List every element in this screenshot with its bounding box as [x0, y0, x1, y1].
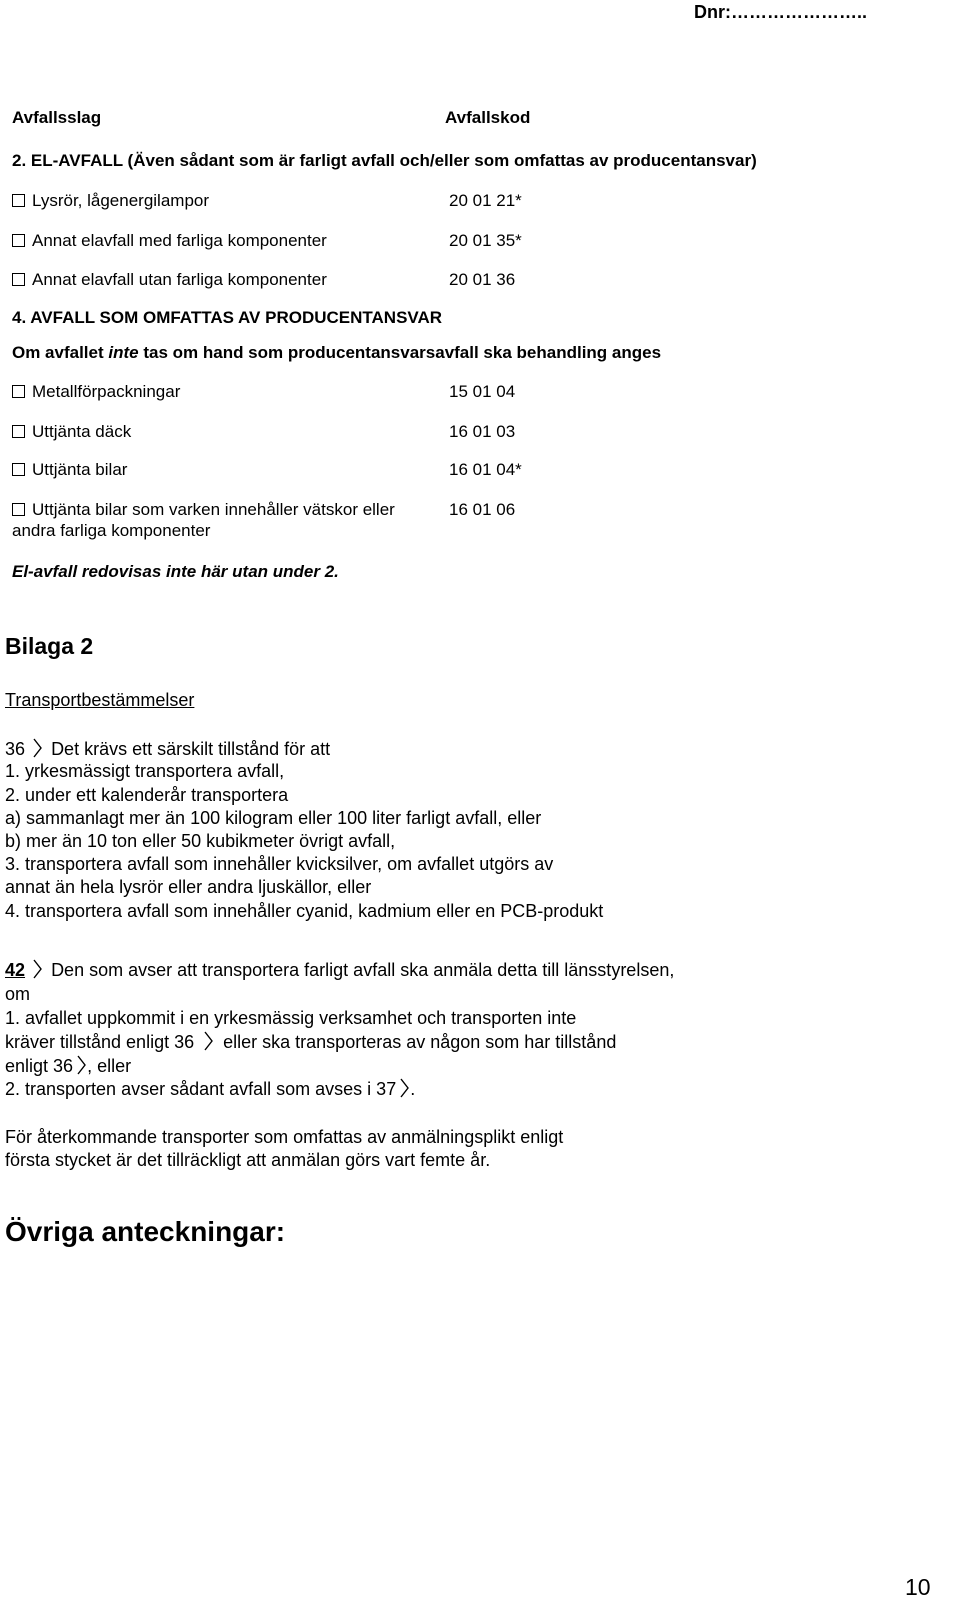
item-label: Uttjänta däck	[32, 422, 132, 441]
section-sign-icon	[400, 1078, 409, 1098]
item-label-line2: andra farliga komponenter	[12, 521, 211, 540]
p42-line: om	[5, 984, 31, 1004]
section-sign-icon	[204, 1031, 213, 1051]
p42-line	[5, 1031, 616, 1053]
list-item[interactable]	[12, 231, 327, 251]
section2-title: 2. EL-AVFALL (Även sådant som är farligt avfall och/eller som omfattas av producentansvar)	[12, 151, 757, 170]
item-label: Metallförpackningar	[32, 382, 181, 401]
paragraph-number: 42	[5, 960, 26, 980]
bilaga-title: Bilaga 2	[5, 633, 94, 659]
section-sign-icon	[77, 1055, 86, 1075]
p42-line-part: .	[410, 1079, 416, 1099]
dnr-label: Dnr:…………………..	[694, 2, 867, 22]
paragraph-number: 36	[5, 739, 26, 759]
item-code: 16 01 03	[449, 422, 516, 441]
p36-line: 3. transportera avfall som innehåller kvicksilver, om avfallet utgörs av	[5, 854, 554, 874]
item-label: Lysrör, lågenergilampor	[32, 191, 210, 210]
item-label: Uttjänta bilar som varken innehåller vätskor eller	[32, 500, 395, 519]
header-avfallskod: Avfallskod	[445, 108, 531, 127]
recurring-line: första stycket är det tillräckligt att anmälan görs vart femte år.	[5, 1150, 491, 1170]
section4-title: 4. AVFALL SOM OMFATTAS AV PRODUCENTANSVAR	[12, 308, 443, 327]
recurring-line: För återkommande transporter som omfattas av anmälningsplikt enligt	[5, 1127, 564, 1147]
list-item[interactable]	[12, 500, 395, 520]
p36-line: 4. transportera avfall som innehåller cyanid, kadmium eller en PCB-produkt	[5, 901, 604, 921]
item-code: 15 01 04	[449, 382, 516, 401]
checkbox-icon[interactable]	[12, 385, 25, 398]
list-item[interactable]	[12, 422, 131, 442]
item-label: Annat elavfall utan farliga komponenter	[32, 270, 327, 289]
p42-line: Den som avser att transportera farligt avfall ska anmäla detta till länsstyrelsen,	[51, 960, 675, 980]
checkbox-icon[interactable]	[12, 425, 25, 438]
p42-line-part: , eller	[87, 1056, 132, 1076]
p42-line: 1. avfallet uppkommit i en yrkesmässig verksamhet och transporten inte	[5, 1008, 577, 1028]
list-item[interactable]	[12, 382, 180, 402]
checkbox-icon[interactable]	[12, 273, 25, 286]
item-code: 20 01 36	[449, 270, 516, 289]
p42-line-part: enligt 36	[5, 1056, 74, 1076]
item-code: 20 01 35*	[449, 231, 522, 250]
item-code: 20 01 21*	[449, 191, 522, 210]
p36-line: annat än hela lysrör eller andra ljuskällor, eller	[5, 877, 372, 897]
section4-note: El-avfall redovisas inte här utan under 2.	[12, 562, 339, 581]
list-item[interactable]	[12, 270, 327, 290]
p42-line	[5, 1078, 415, 1100]
section-sign-icon	[33, 738, 42, 758]
p36-line: 2. under ett kalenderår transportera	[5, 785, 289, 805]
p36-line: 1. yrkesmässigt transportera avfall,	[5, 761, 285, 781]
p36-line: Det krävs ett särskilt tillstånd för att	[51, 739, 331, 759]
ovriga-heading: Övriga anteckningar:	[5, 1216, 286, 1247]
subtitle-italic: inte	[108, 343, 139, 362]
p36-line: b) mer än 10 ton eller 50 kubikmeter övrigt avfall,	[5, 831, 396, 851]
list-item[interactable]	[12, 460, 127, 480]
section4-subtitle	[12, 343, 661, 363]
header-avfallsslag: Avfallsslag	[12, 108, 102, 127]
subtitle-part: Om avfallet	[12, 343, 109, 362]
p36-heading	[5, 738, 330, 760]
page-number: 10	[905, 1574, 931, 1600]
p42-line-part: kräver tillstånd enligt 36	[5, 1032, 195, 1052]
item-label: Annat elavfall med farliga komponenter	[32, 231, 327, 250]
p42-line-part: eller ska transporteras av någon som har tillstånd	[223, 1032, 617, 1052]
checkbox-icon[interactable]	[12, 503, 25, 516]
item-label: Uttjänta bilar	[32, 460, 128, 479]
p42-line	[5, 1055, 131, 1077]
section-sign-icon	[33, 959, 42, 979]
checkbox-icon[interactable]	[12, 463, 25, 476]
p42-heading	[5, 959, 674, 981]
item-code: 16 01 06	[449, 500, 516, 519]
p42-line-part: 2. transporten avser sådant avfall som avses i 37	[5, 1079, 397, 1099]
p36-line: a) sammanlagt mer än 100 kilogram eller 100 liter farligt avfall, eller	[5, 808, 542, 828]
list-item[interactable]	[12, 191, 209, 211]
subtitle-part: tas om hand som producentansvarsavfall ska behandling anges	[138, 343, 662, 362]
item-code: 16 01 04*	[449, 460, 522, 479]
checkbox-icon[interactable]	[12, 234, 25, 247]
bilaga-subtitle: Transportbestämmelser	[5, 690, 195, 710]
checkbox-icon[interactable]	[12, 194, 25, 207]
